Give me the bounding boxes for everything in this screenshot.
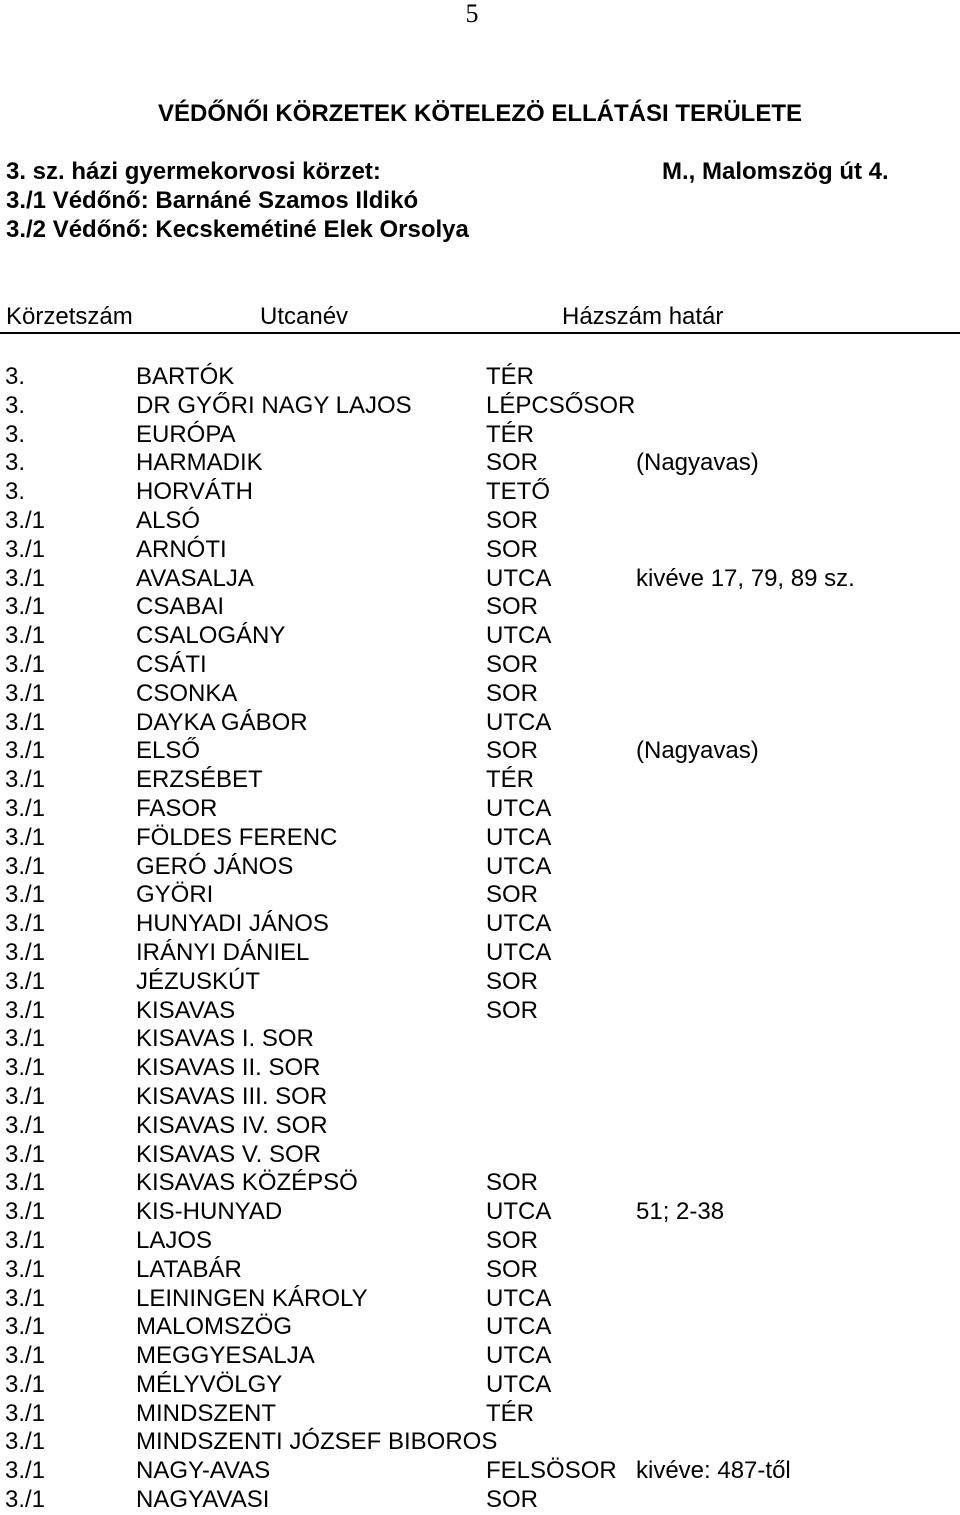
street-name: GERÓ JÁNOS [136, 852, 294, 880]
table-row [0, 1227, 960, 1256]
table-row [0, 1313, 960, 1342]
street-type: TÉR [486, 766, 534, 794]
street-type: UTCA [486, 1342, 552, 1370]
district-number: 3./1 [5, 679, 46, 707]
street-type: TÉR [486, 420, 534, 448]
district-number: 3./1 [5, 506, 46, 534]
district-number: 3. [5, 363, 26, 390]
street-name: CSÁTI [136, 650, 207, 678]
district-number: 3./1 [5, 737, 46, 765]
district-number: 3./1 [5, 622, 46, 650]
street-type: UTCA [486, 852, 552, 880]
column-header-house-range: Házszám határ [562, 303, 724, 330]
street-name: KIS-HUNYAD [136, 1198, 283, 1226]
table-row [0, 997, 960, 1026]
table-row [0, 881, 960, 910]
table-row [0, 392, 960, 421]
district-number: 3. [5, 449, 26, 477]
table-row [0, 565, 960, 594]
table-row [0, 766, 960, 795]
district-number: 3./1 [5, 593, 46, 621]
table-row [0, 795, 960, 824]
street-name: DR GYŐRI NAGY LAJOS [136, 391, 412, 419]
district-number: 3./1 [5, 938, 46, 966]
street-name: HORVÁTH [136, 478, 253, 506]
street-name: ARNÓTI [136, 535, 227, 563]
table-row [0, 1428, 960, 1457]
house-range: (Nagyavas) [636, 737, 759, 765]
table-row [0, 1112, 960, 1141]
street-name: AVASALJA [136, 564, 254, 592]
street-type: SOR [486, 881, 539, 909]
street-type: SOR [486, 535, 539, 563]
page-number: 5 [465, 0, 479, 28]
district-number: 3. [5, 420, 26, 448]
district-number: 3./1 [5, 1111, 46, 1139]
table-row [0, 939, 960, 968]
street-type: SOR [486, 737, 539, 765]
street-type: SOR [486, 679, 539, 707]
street-type: UTCA [486, 1313, 552, 1341]
district-number: 3./1 [5, 1457, 46, 1485]
table-row [0, 1198, 960, 1227]
street-type: TÉR [486, 1399, 534, 1427]
district-number: 3./1 [5, 1025, 46, 1053]
district-number: 3./1 [5, 1370, 46, 1398]
street-name: KISAVAS II. SOR [136, 1054, 321, 1082]
district-number: 3./1 [5, 1486, 46, 1514]
district-number: 3./1 [5, 1342, 46, 1370]
street-name: MINDSZENT [136, 1399, 276, 1427]
district-number: 3./1 [5, 1054, 46, 1082]
table-row [0, 1256, 960, 1285]
table-row [0, 1342, 960, 1371]
table-row [0, 1025, 960, 1054]
street-type: SOR [486, 593, 539, 621]
district-number: 3./1 [5, 996, 46, 1024]
district-number: 3. [5, 478, 26, 506]
table-row [0, 421, 960, 450]
district-number: 3./1 [5, 1399, 46, 1427]
header-divider [0, 332, 960, 334]
street-name: FASOR [136, 794, 218, 822]
street-type: SOR [486, 996, 539, 1024]
street-type: SOR [486, 449, 539, 477]
street-type: UTCA [486, 1198, 552, 1226]
street-name: CSONKA [136, 679, 238, 707]
table-row [0, 449, 960, 478]
street-name: LEININGEN KÁROLY [136, 1284, 368, 1312]
district-number: 3./1 [5, 881, 46, 909]
street-type: UTCA [486, 823, 552, 851]
district-heading: 3. sz. házi gyermekorvosi körzet: [6, 158, 381, 185]
district-number: 3./1 [5, 794, 46, 822]
street-type: UTCA [486, 910, 552, 938]
street-type: SOR [486, 1226, 539, 1254]
street-name: ALSÓ [136, 506, 201, 534]
street-type: SOR [486, 1255, 539, 1283]
district-number: 3./1 [5, 1082, 46, 1110]
house-range: (Nagyavas) [636, 449, 759, 477]
street-type: UTCA [486, 938, 552, 966]
district-number: 3./1 [5, 967, 46, 995]
street-type: SOR [486, 506, 539, 534]
table-row [0, 824, 960, 853]
table-row [0, 1486, 960, 1515]
street-name: MEGGYESALJA [136, 1342, 315, 1370]
house-range: kivéve: 487-től [636, 1457, 791, 1485]
street-name: CSALOGÁNY [136, 622, 286, 650]
district-number: 3./1 [5, 1284, 46, 1312]
table-row [0, 478, 960, 507]
district-number: 3./1 [5, 1140, 46, 1168]
table-row [0, 1083, 960, 1112]
table-row [0, 853, 960, 882]
street-type: UTCA [486, 1370, 552, 1398]
street-type: UTCA [486, 708, 552, 736]
table-row [0, 1054, 960, 1083]
district-number: 3./1 [5, 535, 46, 563]
street-name: LAJOS [136, 1226, 213, 1254]
table-row [0, 1400, 960, 1429]
district-number: 3./1 [5, 708, 46, 736]
street-name: KISAVAS I. SOR [136, 1025, 314, 1053]
column-header-number: Körzetszám [6, 303, 133, 330]
street-name: EURÓPA [136, 420, 236, 448]
district-number: 3./1 [5, 650, 46, 678]
table-row [0, 363, 960, 392]
table-row [0, 680, 960, 709]
table-row [0, 910, 960, 939]
table-row [0, 1141, 960, 1170]
district-number: 3./1 [5, 852, 46, 880]
street-name: JÉZUSKÚT [136, 967, 261, 995]
street-name: IRÁNYI DÁNIEL [136, 938, 310, 966]
district-number: 3. [5, 391, 26, 419]
street-name: KISAVAS KÖZÉPSÖ [136, 1169, 358, 1197]
table-row [0, 709, 960, 738]
street-type: UTCA [486, 564, 552, 592]
street-name: BARTÓK [136, 363, 235, 390]
street-name: KISAVAS IV. SOR [136, 1111, 328, 1139]
street-name: HARMADIK [136, 449, 263, 477]
street-type: LÉPCSŐSOR [486, 391, 636, 419]
street-name: MALOMSZÖG [136, 1313, 293, 1341]
table-row [0, 651, 960, 680]
district-number: 3./1 [5, 1255, 46, 1283]
district-number: 3./1 [5, 1169, 46, 1197]
street-name: KISAVAS V. SOR [136, 1140, 321, 1168]
table-row [0, 737, 960, 766]
street-name: ELSŐ [136, 737, 201, 765]
table-row [0, 507, 960, 536]
district-number: 3./1 [5, 1198, 46, 1226]
street-name: MINDSZENTI JÓZSEF BIBOROS [136, 1428, 498, 1456]
street-name: GYÖRI [136, 881, 214, 909]
street-type: SOR [486, 1486, 539, 1514]
district-number: 3./1 [5, 910, 46, 938]
table-row [0, 622, 960, 651]
street-name: KISAVAS III. SOR [136, 1082, 328, 1110]
table-row [0, 968, 960, 997]
street-name: HUNYADI JÁNOS [136, 910, 329, 938]
nurse-2: 3./2 Védőnő: Kecskemétiné Elek Orsolya [6, 216, 469, 243]
street-type: FELSÖSOR [486, 1457, 617, 1485]
street-name: ERZSÉBET [136, 766, 263, 794]
district-number: 3./1 [5, 1226, 46, 1254]
house-range: kivéve 17, 79, 89 sz. [636, 564, 855, 592]
table-row [0, 1169, 960, 1198]
table-row [0, 1285, 960, 1314]
street-name: NAGYAVASI [136, 1486, 270, 1514]
street-type: SOR [486, 650, 539, 678]
document-title: VÉDŐNŐI KÖRZETEK KÖTELEZÖ ELLÁTÁSI TERÜLETE [157, 100, 802, 127]
street-name: MÉLYVÖLGY [136, 1370, 283, 1398]
street-type: SOR [486, 1169, 539, 1197]
street-type: UTCA [486, 622, 552, 650]
street-type: UTCA [486, 794, 552, 822]
column-header-street: Utcanév [260, 303, 349, 330]
district-number: 3./1 [5, 1313, 46, 1341]
district-number: 3./1 [5, 1428, 46, 1456]
district-number: 3./1 [5, 564, 46, 592]
street-type: UTCA [486, 1284, 552, 1312]
street-name: FÖLDES FERENC [136, 823, 338, 851]
street-name: KISAVAS [136, 996, 236, 1024]
street-name: LATABÁR [136, 1255, 242, 1283]
street-list [0, 363, 960, 1515]
street-name: CSABAI [136, 593, 225, 621]
nurse-1: 3./1 Védőnő: Barnáné Szamos Ildikó [6, 187, 419, 214]
table-row [0, 593, 960, 622]
street-type: TETŐ [486, 478, 550, 506]
street-name: DAYKA GÁBOR [136, 708, 308, 736]
house-range: 51; 2-38 [636, 1198, 725, 1226]
table-row [0, 1371, 960, 1400]
street-type: SOR [486, 967, 539, 995]
district-address: M., Malomszög út 4. [662, 158, 889, 185]
street-type: TÉR [486, 363, 534, 390]
district-number: 3./1 [5, 766, 46, 794]
district-number: 3./1 [5, 823, 46, 851]
table-row [0, 536, 960, 565]
table-row [0, 1457, 960, 1486]
street-name: NAGY-AVAS [136, 1457, 271, 1485]
